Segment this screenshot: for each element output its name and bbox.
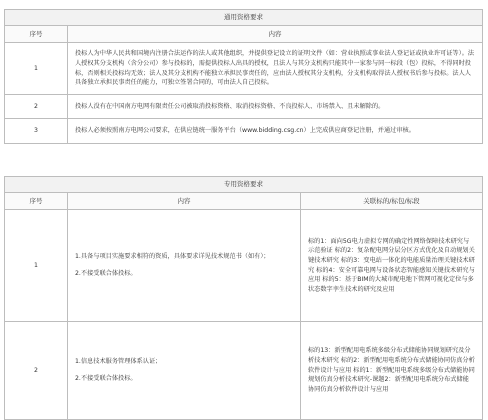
column-header-related: 关联标的/标包/标段 [301, 193, 483, 210]
table-row [5, 210, 483, 322]
content-line: 1.信息技术服务管理体系认证； [75, 358, 162, 366]
row-content: 投标人没有在中国南方电网有限责任公司被取消投标资格、取消投标资格、不良投标人、市场禁入、且未解除的。 [68, 95, 483, 119]
column-header-content: 内容 [68, 193, 301, 210]
row-number: 1 [5, 210, 68, 322]
content-line: 1.具备与项目实施要求相符的资质，具体要求详见技术规范书（如有）； [75, 253, 270, 261]
content-line: 2.不接受联合体投标。 [75, 270, 137, 277]
general-requirements-table [4, 9, 483, 144]
column-header-content: 内容 [68, 26, 483, 43]
row-content: 投标人为中华人民共和国境内注册合法运作的法人或其他组织，并提供登记设立的证明文件（如：营业执照或事业法人登记证或执业许可证等）。法人授权其分支机构（含分公司）参与投标的，需提供投标人出具的授权，且法人与其分支机构只能其中一家参与同一标段（包）投标，不得同时投标，否则相关投标均无效；法人及其分支机构不能独立承担民事责任的，应由法人授权其分支机构，分支机构取得法人授权书后参与投标。法人人具备独立承担民事责任的能力，可独立签署合同的，可由法人自己投标。 [68, 43, 483, 95]
column-header-no: 序号 [5, 26, 68, 43]
general-table-title: 通用资格要求 [5, 10, 483, 26]
row-related: 标的1：面向5G电力虚拟专网的确定性网络保障技术研究与示范验证 标的2：复杂配电网分层分区方式优化及自动规划关键技术研究 标的3：变电站一体化的电能质量治理关键技术研究 标的4：安全可靠电网与设备状态智能感知关键技术研究与应用 标的5：基于BIM的大城市配电地下管网可视化定位与多状态数字孪生技术的研究及应用 [301, 210, 483, 322]
content-line: 2.不接受联合体投标。 [75, 375, 137, 382]
table-row [5, 43, 483, 95]
table-row [5, 119, 483, 144]
row-number: 2 [5, 322, 68, 420]
row-number: 3 [5, 119, 68, 144]
table-row [5, 322, 483, 420]
table-row [5, 95, 483, 119]
row-number: 1 [5, 43, 68, 95]
row-content [68, 210, 301, 322]
special-table-title: 专用资格要求 [5, 177, 483, 193]
special-requirements-table [4, 176, 483, 420]
row-content: 投标人必须按照南方电网公司要求，在供应链统一服务平台（www.bidding.csg.cn）上完成供应商登记注册，并通过审核。 [68, 119, 483, 144]
row-content [68, 322, 301, 420]
row-number: 2 [5, 95, 68, 119]
column-header-no: 序号 [5, 193, 68, 210]
row-related: 标的13：新型配用电系统多级分布式储能协同规划研究及分析技术研究 标的2：新型配用电系统分布式储能协同仿真分析软件设计与应用 标的1：新型配用电系统多级分布式储能协同规划仿真分析技术研究-课题2：新型配用电系统分布式储能协同仿真分析软件设计与应用 [301, 322, 483, 420]
